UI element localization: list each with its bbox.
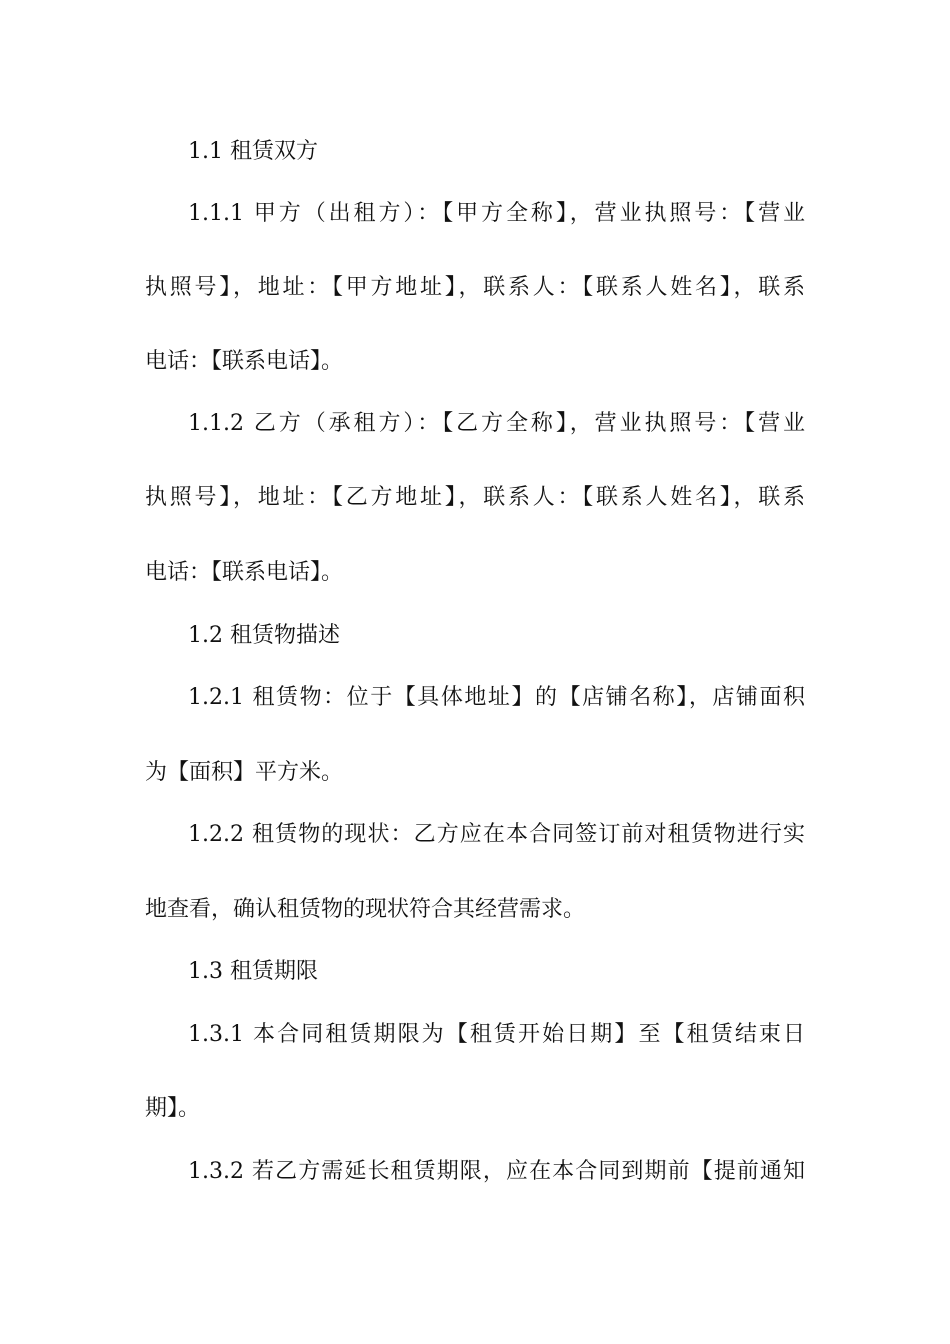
paragraph-line: 电话：【联系电话】。 — [145, 560, 344, 585]
paragraph-line: 1.2.2 租赁物的现状：乙方应在本合同签订前对租赁物进行实 — [188, 822, 805, 847]
paragraph-line: 地查看，确认租赁物的现状符合其经营需求。 — [145, 897, 586, 922]
paragraph-line: 为【面积】平方米。 — [145, 760, 344, 785]
paragraph-line: 执照号】，地址：【甲方地址】，联系人：【联系人姓名】，联系 — [145, 275, 805, 300]
paragraph-line: 1.3.1 本合同租赁期限为【租赁开始日期】至【租赁结束日 — [188, 1022, 805, 1047]
paragraph-line: 电话：【联系电话】。 — [145, 349, 344, 374]
heading-1-1: 1.1 租赁双方 — [188, 139, 318, 164]
paragraph-line: 1.3.2 若乙方需延长租赁期限，应在本合同到期前【提前通知 — [188, 1159, 805, 1184]
paragraph-line: 1.2.1 租赁物：位于【具体地址】的【店铺名称】，店铺面积 — [188, 685, 805, 710]
heading-1-2: 1.2 租赁物描述 — [188, 623, 340, 648]
heading-1-3: 1.3 租赁期限 — [188, 959, 318, 984]
paragraph-line: 1.1.1 甲方（出租方）：【甲方全称】，营业执照号：【营业 — [188, 201, 805, 226]
paragraph-line: 期】。 — [145, 1096, 201, 1121]
paragraph-line: 1.1.2 乙方（承租方）：【乙方全称】，营业执照号：【营业 — [188, 411, 805, 436]
paragraph-line: 执照号】，地址：【乙方地址】，联系人：【联系人姓名】，联系 — [145, 485, 805, 510]
